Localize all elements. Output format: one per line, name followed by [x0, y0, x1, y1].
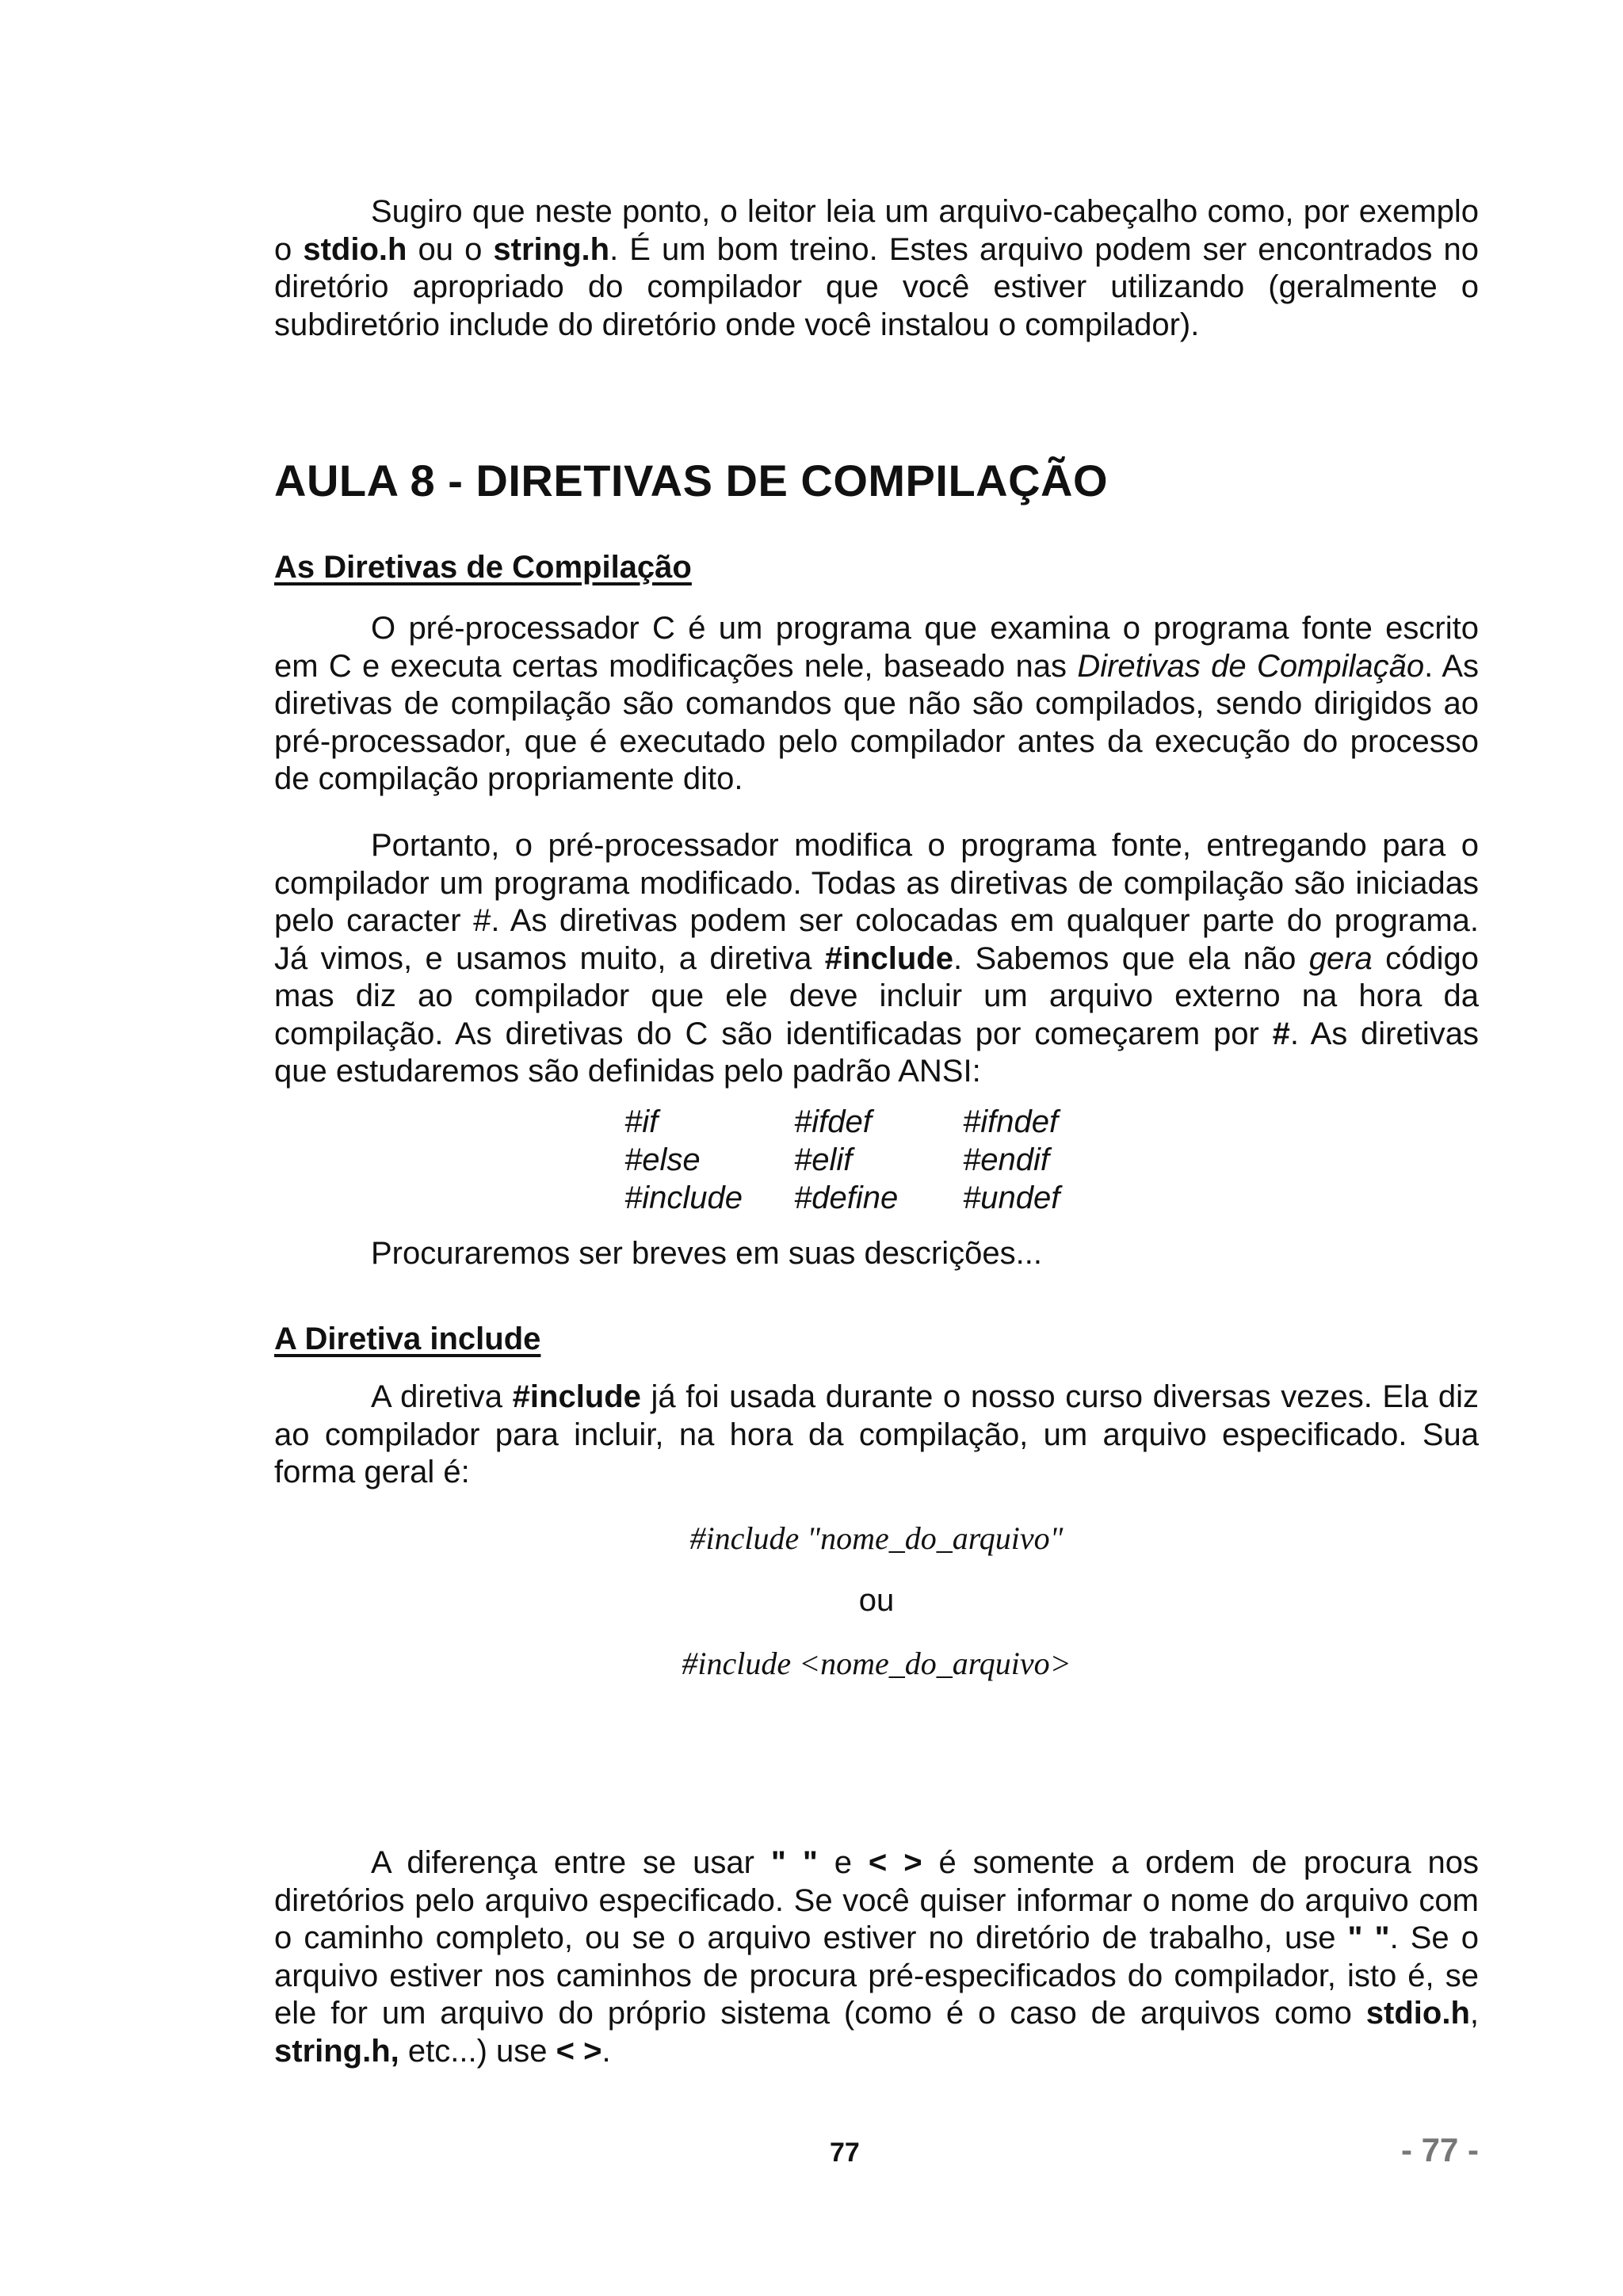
bold-run: " " — [1347, 1920, 1390, 1955]
page-marker: - 77 - — [1400, 2131, 1479, 2168]
directives-row — [624, 1104, 1060, 1142]
text-run: A diretiva — [371, 1379, 513, 1414]
directive-cell: #elif — [794, 1142, 853, 1177]
directive-cell: #else — [624, 1142, 701, 1177]
text-run: Sugiro que neste ponto, o leitor leia um arquivo-cabeçalho como, por exemplo o — [274, 194, 1479, 267]
bold-run: < > — [868, 1845, 922, 1880]
text-run: já foi usada durante o nosso curso diversas vezes. Ela diz ao compilador para incluir, na hora da compilação, um arquivo especificado. Sua forma geral é: — [274, 1379, 1479, 1489]
directive-cell: #define — [794, 1180, 899, 1215]
bold-run: stdio.h — [1365, 1996, 1470, 2031]
bold-run: string.h, — [274, 2033, 399, 2069]
text-run: código mas diz ao compilador que ele deve incluir um arquivo externo na hora da compilação. As diretivas do C são identificadas por começarem por — [274, 940, 1480, 1051]
text-run: . As diretivas de compilação são comandos que não são compilados, sendo dirigidos ao pré-processador, que é executado pelo compilador antes da execução do processo de compilação propriamente dito. — [274, 648, 1480, 796]
bold-run: < > — [556, 2033, 602, 2069]
section-heading-include: A Diretiva include — [274, 1322, 541, 1356]
bold-run: string.h — [493, 231, 610, 267]
text-run: A diferença entre se usar — [371, 1845, 771, 1880]
text-run: . Sabemos que ela não — [953, 940, 1309, 976]
directive-cell: #ifdef — [794, 1104, 872, 1139]
bold-run: #include — [824, 940, 953, 976]
italic-run: Diretivas de Compilação — [1077, 648, 1425, 684]
directives-row — [624, 1142, 1060, 1180]
paragraph-difference — [274, 1844, 1479, 2070]
text-run: e — [817, 1845, 869, 1880]
brief-note: Procuraremos ser breves em suas descrições... — [371, 1236, 1042, 1271]
directive-cell: #include — [624, 1180, 743, 1215]
text-run: , — [1469, 1996, 1479, 2031]
directive-cell: #if — [624, 1104, 659, 1139]
text-run: . — [601, 2033, 611, 2069]
directives-row — [624, 1180, 1060, 1219]
bold-run: # — [1272, 1016, 1290, 1051]
code-include-angle: #include <nome_do_arquivo> — [682, 1646, 1071, 1681]
italic-run: gera — [1308, 940, 1373, 976]
paragraph-include — [274, 1379, 1479, 1492]
text-run: . Se o arquivo estiver nos caminhos de procura pré-especificados do compilador, isto é, se ele for um arquivo do próprio sistema (como é o caso de arquivos como — [274, 1920, 1480, 2031]
directive-cell: #undef — [963, 1180, 1060, 1215]
bold-run: " " — [770, 1845, 818, 1880]
bold-run: #include — [512, 1379, 641, 1414]
section-heading-diretivas: As Diretivas de Compilação — [274, 550, 692, 585]
text-run: etc...) use — [399, 2033, 556, 2069]
directive-cell: #endif — [963, 1142, 1049, 1177]
text-run: é somente a ordem de procura nos diretórios pelo arquivo especificado. Se você quiser informar o nome do arquivo com o caminho completo, ou se o arquivo estiver no diretório de trabalho, use — [274, 1845, 1479, 1955]
text-run: . É um bom treino. Estes arquivo podem ser encontrados no diretório apropriado do compilador que você estiver utilizando (geralmente o subdiretório include do diretório onde você instalou o compilador). — [274, 231, 1479, 342]
text-run: O pré-processador C é um programa que examina o programa fonte escrito em C e executa certas modificações nele, baseado nas — [274, 611, 1479, 684]
paragraph-preprocessor — [274, 610, 1479, 799]
text-run: . As diretivas que estudaremos são definidas pelo padrão ANSI: — [274, 1016, 1479, 1089]
page-title: AULA 8 - DIRETIVAS DE COMPILAÇÃO — [274, 456, 1109, 505]
intro-paragraph — [274, 193, 1479, 344]
text-run: ou o — [407, 231, 494, 267]
document-page — [274, 0, 1479, 2296]
code-include-quotes: #include "nome_do_arquivo" — [689, 1520, 1064, 1556]
directive-cell: #ifndef — [963, 1104, 1059, 1139]
separator-ou: ou — [858, 1583, 895, 1618]
paragraph-portanto — [274, 827, 1479, 1091]
directives-table — [624, 1104, 1060, 1219]
page-number: 77 — [830, 2138, 860, 2168]
bold-run: stdio.h — [303, 231, 407, 267]
text-run: Portanto, o pré-processador modifica o programa fonte, entregando para o compilador um programa modificado. Todas as diretivas de compilação são iniciadas pelo caracter #. As diretivas podem ser colocadas em qualquer parte do programa. Já vimos, e usamos muito, a diretiva — [274, 828, 1479, 976]
